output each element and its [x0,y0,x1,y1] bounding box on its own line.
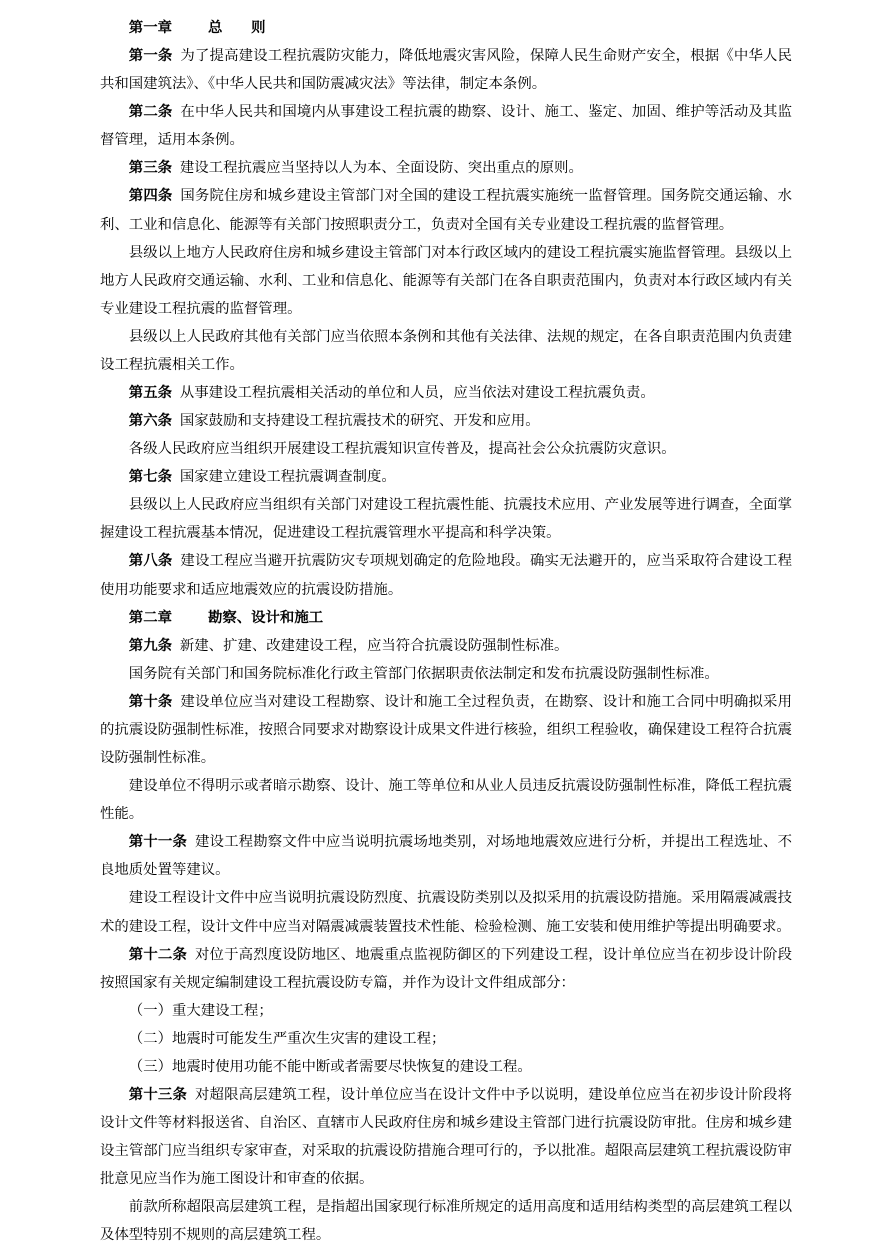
article-label: 第五条 [128,384,172,402]
article-paragraph [100,42,792,98]
article-paragraph [100,182,792,238]
article-text: 在中华人民共和国境内从事建设工程抗震的勘察、设计、施工、鉴定、加固、维护等活动及其监督管理，适用本条例。 [100,104,792,149]
article-paragraph [100,379,792,407]
article-label: 第四条 [128,187,173,205]
article-paragraph [100,154,792,182]
article-paragraph [100,547,792,603]
list-item: （二）地震时可能发生严重次生灾害的建设工程； [128,1030,446,1047]
article-text: 对超限高层建筑工程，设计单位应当在设计文件中予以说明，建设单位应当在初步设计阶段将设计文件等材料报送省、自治区、直辖市人民政府住房和城乡建设主管部门进行抗震设防审批。住房和城乡建设主管部门应当组织专家审查，对采取的抗震设防措施合理可行的，予以批准。超限高层建筑工程抗震设防审批意见应当作为施工图设计和审查的依据。 [100,1086,792,1188]
article-label: 第三条 [128,159,172,177]
article-paragraph [100,632,792,660]
list-item: （一）重大建设工程； [128,1002,273,1019]
article-text: 国家建立建设工程抗震调查制度。 [179,469,396,486]
article-paragraph [100,407,792,435]
article-label: 第十条 [128,692,173,710]
article-label: 第十二条 [128,945,188,963]
article-text: 建设单位应当对建设工程勘察、设计和施工全过程负责，在勘察、设计和施工合同中明确拟采用的抗震设防强制性标准，按照合同要求对勘察设计成果文件进行核验，组织工程验收，确保建设工程符合抗震设防强制性标准。 [100,693,792,767]
document-body [100,14,792,1249]
article-label: 第十三条 [128,1085,188,1103]
article-label: 第一条 [128,47,173,65]
body-paragraph: 国务院有关部门和国务院标准化行政主管部门依据职责依法制定和发布抗震设防强制性标准。 [128,665,719,682]
article-label: 第九条 [128,636,172,654]
body-paragraph: 县级以上地方人民政府住房和城乡建设主管部门对本行政区域内的建设工程抗震实施监督管理。县级以上地方人民政府交通运输、水利、工业和信息化、能源等有关部门在各自职责范围内，负责对本行政区域内有关专业建设工程抗震的监督管理。 [100,244,792,317]
chapter-number: 第一章 [128,19,172,36]
body-paragraph: 前款所称超限高层建筑工程，是指超出国家现行标准所规定的适用高度和适用结构类型的高层建筑工程以及体型特别不规则的高层建筑工程。 [100,1199,792,1244]
article-label: 第二条 [128,103,173,121]
article-text: 从事建设工程抗震相关活动的单位和人员，应当依法对建设工程抗震负责。 [179,385,655,402]
article-text: 建设工程抗震应当坚持以人为本、全面设防、突出重点的原则。 [179,160,583,177]
article-text: 对位于高烈度设防地区、地震重点监视防御区的下列建设工程，设计单位应当在初步设计阶段按照国家有关规定编制建设工程抗震设防专篇，并作为设计文件组成部分： [100,946,792,991]
article-label: 第十一条 [128,833,188,851]
chapter-heading [100,14,792,42]
body-paragraph: 各级人民政府应当组织开展建设工程抗震知识宣传普及，提高社会公众抗震防灾意识。 [128,441,676,458]
article-text: 为了提高建设工程抗震防灾能力，降低地震灾害风险，保障人民生命财产安全，根据《中华人民共和国建筑法》、《中华人民共和国防震减灾法》等法律，制定本条例。 [100,48,792,93]
article-paragraph [100,463,792,491]
article-paragraph [100,688,792,772]
article-text: 国家鼓励和支持建设工程抗震技术的研究、开发和应用。 [179,413,540,430]
list-item: （三）地震时使用功能不能中断或者需要尽快恢复的建设工程。 [128,1058,532,1075]
body-paragraph: 建设单位不得明示或者暗示勘察、设计、施工等单位和从业人员违反抗震设防强制性标准，降低工程抗震性能。 [100,778,792,823]
article-paragraph [100,98,792,154]
article-text: 建设工程应当避开抗震防灾专项规划确定的危险地段。确实无法避开的，应当采取符合建设工程使用功能要求和适应地震效应的抗震设防措施。 [100,553,792,598]
article-label: 第七条 [128,468,172,486]
article-text: 新建、扩建、改建建设工程，应当符合抗震设防强制性标准。 [179,637,569,654]
body-paragraph: 县级以上人民政府应当组织有关部门对建设工程抗震性能、抗震技术应用、产业发展等进行调查，全面掌握建设工程抗震基本情况，促进建设工程抗震管理水平提高和科学决策。 [100,497,792,542]
article-paragraph [100,1081,792,1193]
chapter-title: 勘察、设计和施工 [207,608,324,626]
chapter-heading [100,604,792,632]
article-paragraph [100,941,792,997]
chapter-number: 第二章 [128,608,172,626]
chapter-title: 总 则 [207,19,266,36]
article-label: 第八条 [128,552,173,570]
body-paragraph: 县级以上人民政府其他有关部门应当依照本条例和其他有关法律、法规的规定，在各自职责范围内负责建设工程抗震相关工作。 [100,328,792,373]
article-text: 国务院住房和城乡建设主管部门对全国的建设工程抗震实施统一监督管理。国务院交通运输、水利、工业和信息化、能源等有关部门按照职责分工，负责对全国有关专业建设工程抗震的监督管理。 [100,188,792,233]
body-paragraph: 建设工程设计文件中应当说明抗震设防烈度、抗震设防类别以及拟采用的抗震设防措施。采用隔震减震技术的建设工程，设计文件中应当对隔震减震装置技术性能、检验检测、施工安装和使用维护等提出明确要求。 [100,890,792,935]
article-label: 第六条 [128,412,172,430]
article-paragraph [100,828,792,884]
article-text: 建设工程勘察文件中应当说明抗震场地类别，对场地地震效应进行分析，并提出工程选址、不良地质处置等建议。 [100,834,792,879]
